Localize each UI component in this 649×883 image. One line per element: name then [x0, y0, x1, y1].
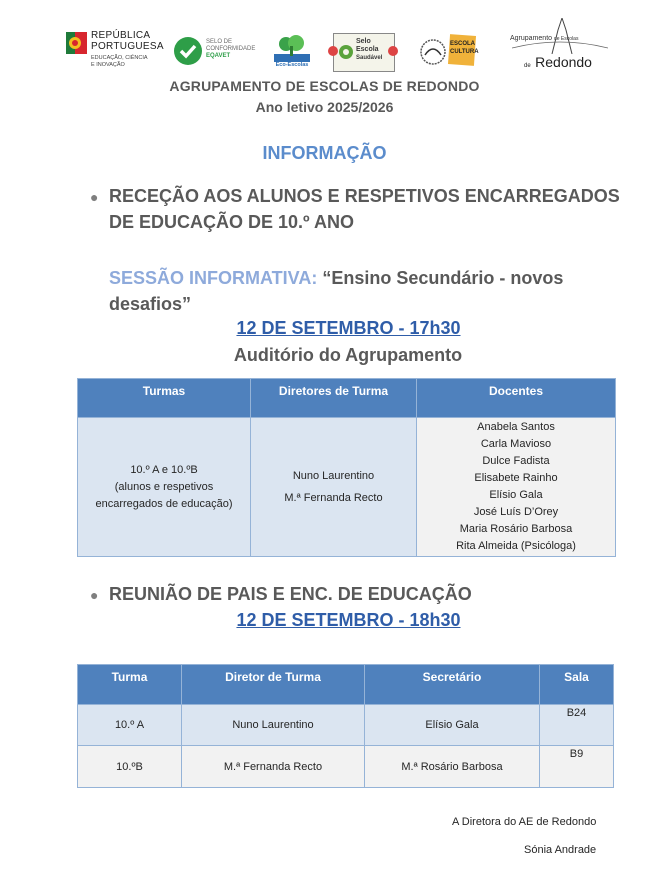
table-row: [78, 746, 614, 788]
republica-emblem-icon: [66, 30, 88, 56]
row2-turma: 10.ºB: [78, 746, 182, 788]
signature-role: A Diretora do AE de Redondo: [452, 816, 597, 828]
logo-republica-portuguesa: [66, 28, 166, 78]
eco-escolas-tree-icon: [274, 34, 310, 62]
col-docentes: Docentes: [417, 379, 616, 418]
turmas-line3: encarregados de educação): [95, 497, 233, 510]
agrup-line4: Redondo: [535, 54, 592, 70]
bullet-dot-icon: ●: [90, 189, 99, 205]
cultura-line1: ESCOLA: [450, 41, 476, 47]
session-title-line2: desafios”: [109, 294, 192, 314]
turmas-line1: 10.º A e 10.ºB: [130, 463, 198, 476]
col-secretario: Secretário: [365, 665, 540, 705]
session-info: [109, 265, 609, 317]
logo-agrupamento-redondo: [510, 18, 610, 76]
logo-eqavet: [173, 36, 263, 68]
agrup-line3: de: [524, 63, 531, 69]
diretor-1: Nuno Laurentino: [292, 470, 375, 482]
bullet-dot-icon: ●: [90, 587, 99, 603]
saudavel-line1: Selo: [356, 38, 371, 45]
docente-8: Rita Almeida (Psicóloga): [456, 540, 576, 552]
cultura-stamp-icon: [419, 37, 447, 67]
turmas-line2: (alunos e respetivos: [114, 480, 214, 493]
table-row: [78, 705, 614, 746]
session-place: Auditório do Agrupamento: [233, 345, 463, 365]
section1-line2: DE EDUCAÇÃO DE 10.º ANO: [109, 212, 354, 232]
row1-sala: B24: [540, 705, 614, 746]
saudavel-line2: Escola: [356, 46, 379, 53]
eqavet-line3: EQAVET: [206, 53, 231, 59]
meeting-date: 12 DE SETEMBRO - 18h30: [236, 610, 461, 630]
session-date: 12 DE SETEMBRO - 17h30: [236, 318, 461, 338]
docente-4: Elisabete Rainho: [474, 472, 558, 484]
logo-escola-saudavel: [333, 33, 395, 72]
col-turma: Turma: [78, 665, 182, 705]
republica-sub2: E INOVAÇÃO: [91, 62, 125, 68]
col-turmas: Turmas: [78, 379, 251, 418]
row1-secretario: Elísio Gala: [365, 705, 540, 746]
docente-1: Anabela Santos: [477, 421, 555, 433]
eqavet-check-icon: [173, 36, 203, 66]
agrup-line1: Agrupamento: [510, 35, 553, 42]
republica-line2: PORTUGUESA: [91, 41, 164, 52]
logo-escola-cultura: [419, 33, 477, 71]
section1-line1: RECEÇÃO AOS ALUNOS E RESPETIVOS ENCARREGADOS: [109, 186, 620, 206]
saudavel-seal-right: [388, 46, 398, 56]
school-name: AGRUPAMENTO DE ESCOLAS DE REDONDO: [169, 78, 480, 94]
cell-diretores: [251, 418, 417, 557]
saudavel-leaf-icon: [338, 41, 354, 63]
diretor-2: M.ª Fernanda Recto: [284, 492, 383, 504]
saudavel-line3: Saudável: [356, 55, 383, 61]
session-table: [77, 378, 616, 557]
row1-diretor: Nuno Laurentino: [182, 705, 365, 746]
session-label: SESSÃO INFORMATIVA:: [109, 268, 318, 288]
row2-secretario: M.ª Rosário Barbosa: [365, 746, 540, 788]
row2-diretor: M.ª Fernanda Recto: [182, 746, 365, 788]
eqavet-line1: SELO DE: [206, 39, 233, 45]
docente-6: José Luís D’Orey: [473, 506, 559, 518]
cultura-line2: CULTURA: [450, 49, 479, 55]
row1-turma: 10.º A: [78, 705, 182, 746]
republica-line1: REPÚBLICA: [91, 30, 151, 41]
section2-line: REUNIÃO DE PAIS E ENC. DE EDUCAÇÃO: [109, 584, 472, 604]
cell-docentes: [417, 418, 616, 557]
docente-7: Maria Rosário Barbosa: [459, 523, 573, 535]
section2-bullet: [90, 581, 630, 607]
school-year: Ano letivo 2025/2026: [255, 99, 394, 115]
col-sala: Sala: [540, 665, 614, 705]
agrup-line2: de Escolas: [553, 36, 579, 42]
page-title: INFORMAÇÃO: [262, 143, 387, 163]
republica-sub1: EDUCAÇÃO, CIÊNCIA: [91, 55, 148, 61]
docente-5: Elísio Gala: [489, 489, 543, 501]
docente-2: Carla Mavioso: [480, 438, 552, 450]
col-diretores: Diretores de Turma: [251, 379, 417, 418]
docente-3: Dulce Fadista: [482, 455, 550, 467]
eqavet-line2: CONFORMIDADE: [206, 46, 256, 52]
saudavel-seal-left: [328, 46, 338, 56]
section1-bullet: [90, 183, 630, 235]
signature-name: Sónia Andrade: [524, 844, 597, 856]
row2-sala: B9: [540, 746, 614, 788]
meeting-table: [77, 664, 614, 788]
cell-turmas: [78, 418, 251, 557]
col-diretor: Diretor de Turma: [182, 665, 365, 705]
session-title-line1: “Ensino Secundário - novos: [322, 268, 564, 288]
logo-eco-escolas: [272, 34, 312, 70]
eco-escolas-label: Eco-Escolas: [275, 62, 309, 68]
